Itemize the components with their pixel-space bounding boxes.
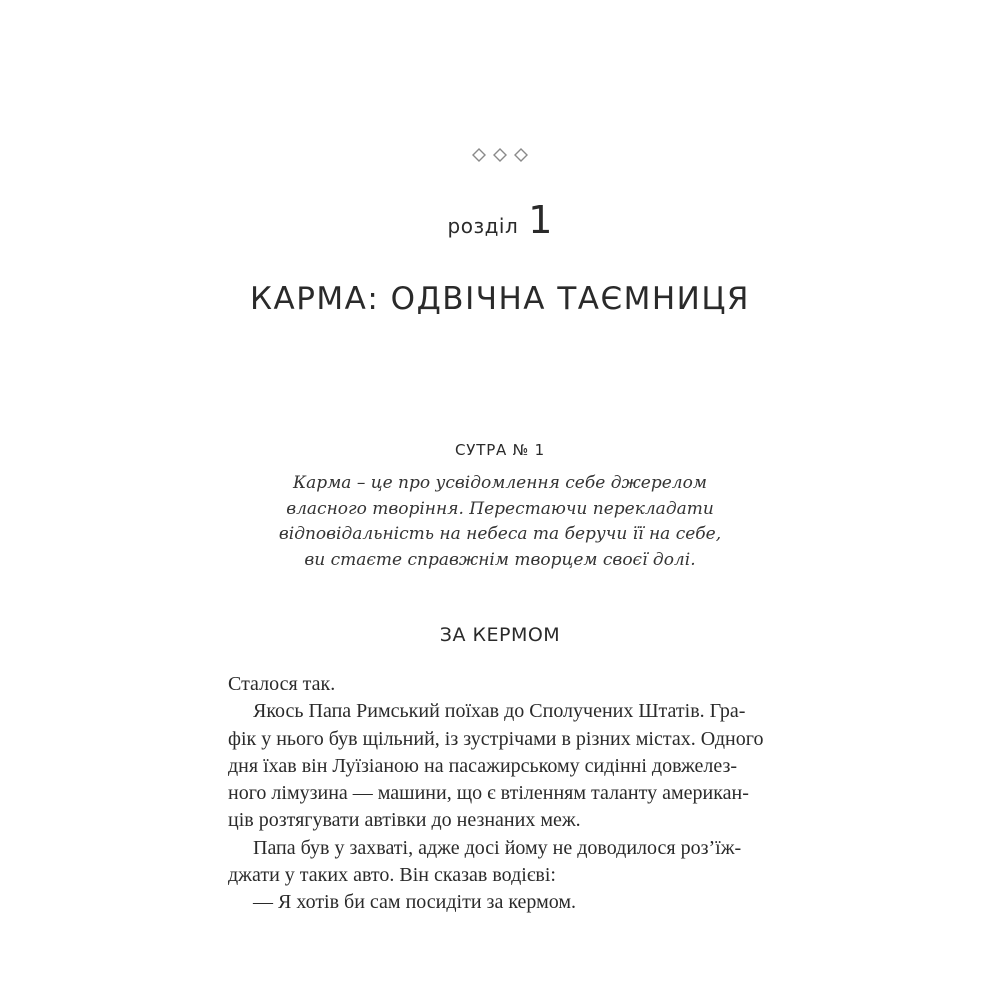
body-line: — Я хотів би сам посидіти за кермом. xyxy=(253,891,577,914)
sutra-quote xyxy=(0,471,1000,573)
body-text xyxy=(228,671,788,917)
body-line: Якось Папа Римський поїхав до Сполучених Штатів. Гра- xyxy=(253,700,746,723)
chapter-label xyxy=(0,198,1000,242)
chapter-word: розділ xyxy=(447,214,519,238)
body-line: ців розтягувати автівки до незнаних меж. xyxy=(228,809,581,832)
body-line: фік у нього був щільний, із зустрічами в різних містах. Одного xyxy=(228,727,764,750)
sutra-line: відповідальність на небеса та беручи її на себе, xyxy=(278,524,722,544)
body-line: джати у таких авто. Він сказав водієві: xyxy=(228,864,556,887)
chapter-title: КАРМА: ОДВІЧНА ТАЄМНИЦЯ xyxy=(250,281,750,317)
section-heading: ЗА КЕРМОМ xyxy=(439,624,561,646)
body-line: Папа був у захваті, адже досі йому не доводилося роз’їж- xyxy=(253,836,742,859)
sutra-line: власного творіння. Перестаючи перекладати xyxy=(286,498,714,519)
body-line: дня їхав він Луїзіаною на пасажирському сидінні довжелез- xyxy=(228,754,738,777)
chapter-number: 1 xyxy=(528,198,553,242)
sutra-line: ви стаєте справжнім творцем своєї долі. xyxy=(304,549,696,570)
ornament xyxy=(0,147,1000,167)
body-line: Сталося так. xyxy=(228,673,336,695)
three-diamonds-icon xyxy=(470,147,530,163)
sutra-line: Карма – це про усвідомлення себе джерелом xyxy=(293,473,707,493)
body-line: ного лімузина — машини, що є втіленням таланту американ- xyxy=(228,782,749,805)
sutra-label: СУТРА № 1 xyxy=(455,441,545,459)
